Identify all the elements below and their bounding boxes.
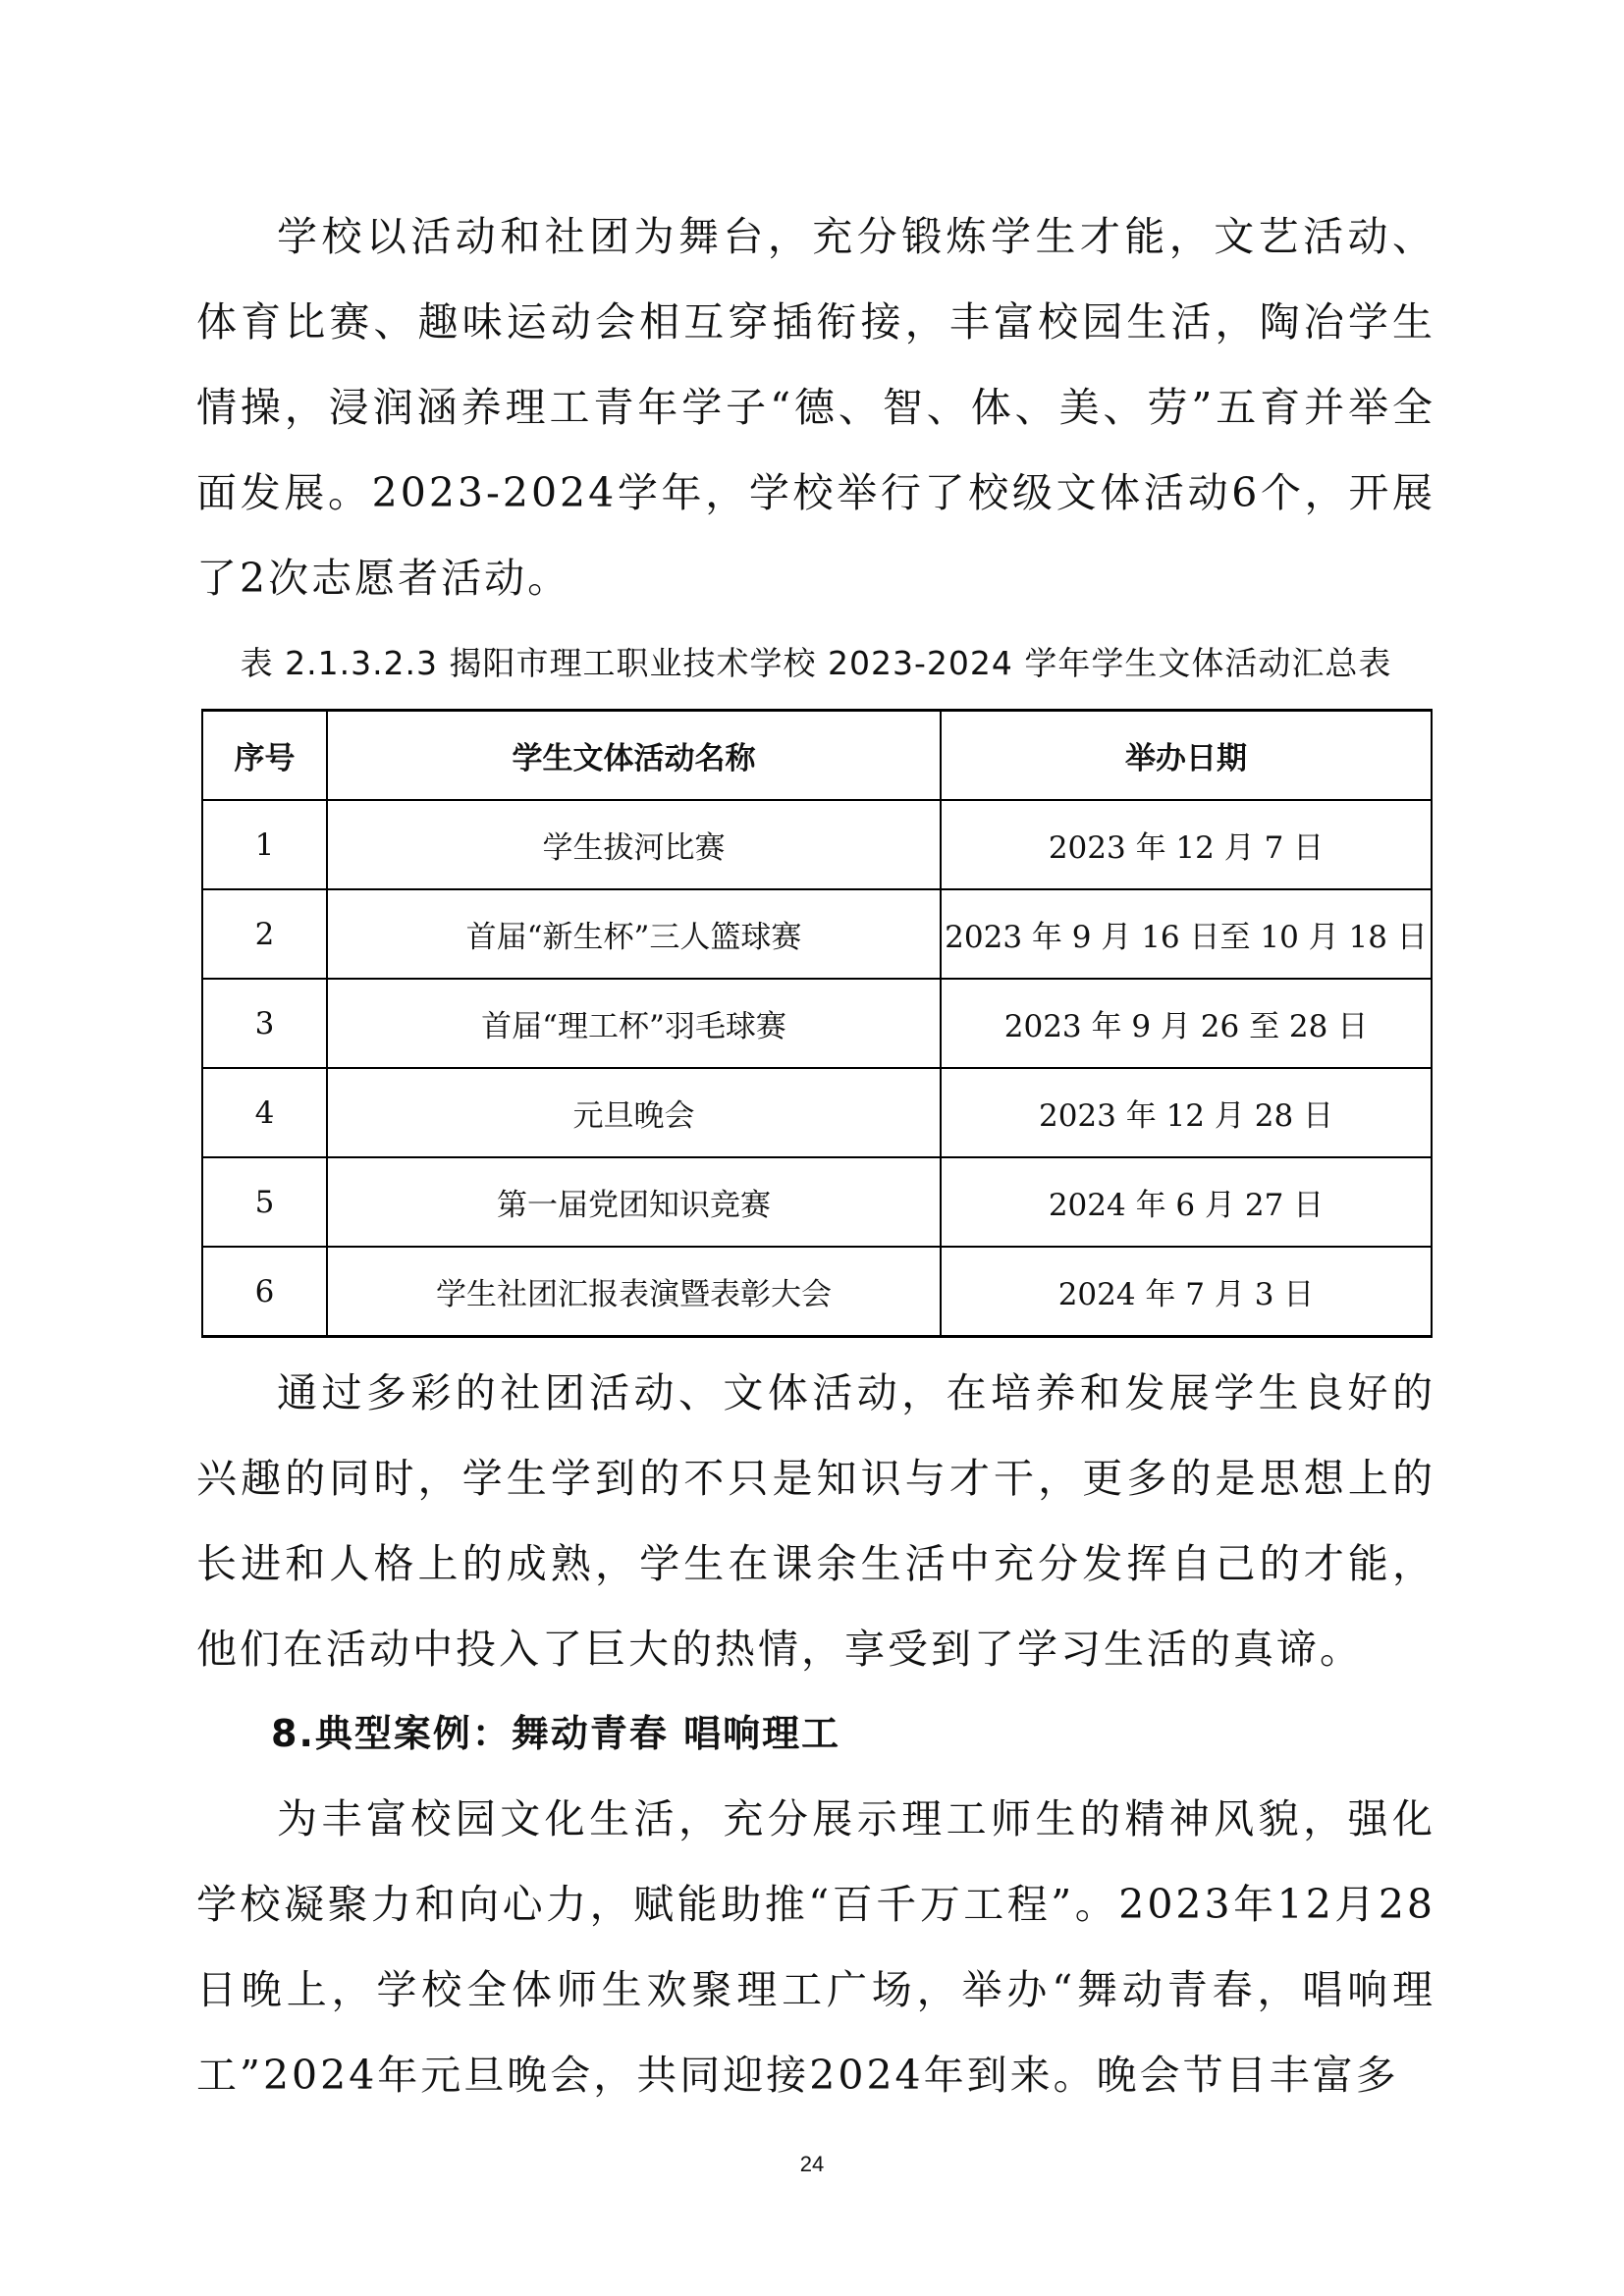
- body-paragraph-3: 为丰富校园文化生活，充分展示理工师生的精神风貌，强化学校凝聚力和向心力，赋能助推“百千万工程”。2023年12月28日晚上，学校全体师生欢聚理工广场，举办“舞动青春，唱响理工”2024年元旦晚会，共同迎接2024年到来。晚会节目丰富多: [196, 1795, 1435, 2099]
- cell-activity-name: 元旦晚会: [327, 1068, 941, 1157]
- cell-index: 3: [202, 979, 327, 1068]
- cell-activity-name: 学生拔河比赛: [327, 800, 941, 889]
- cell-activity-name: 第一届党团知识竞赛: [327, 1157, 941, 1247]
- section-heading: 8.典型案例：舞动青春 唱响理工: [271, 1712, 841, 1755]
- table-row: [202, 1068, 1432, 1157]
- table-caption: 表 2.1.3.2.3 揭阳市理工职业技术学校 2023-2024 学年学生文体活动汇总表: [240, 644, 1392, 682]
- cell-date: 2024 年 7 月 3 日: [941, 1247, 1432, 1337]
- table-row: [202, 1247, 1432, 1337]
- cell-activity-name: 首届“理工杯”羽毛球赛: [327, 979, 941, 1068]
- table-row: [202, 889, 1432, 979]
- table-header-row: [202, 711, 1432, 801]
- cell-index: 2: [202, 889, 327, 979]
- cell-date: 2024 年 6 月 27 日: [941, 1157, 1432, 1247]
- cell-index: 5: [202, 1157, 327, 1247]
- table-row: [202, 979, 1432, 1068]
- cell-index: 4: [202, 1068, 327, 1157]
- page-number: 24: [799, 2152, 825, 2176]
- cell-date: 2023 年 12 月 28 日: [941, 1068, 1432, 1157]
- cell-index: 6: [202, 1247, 327, 1337]
- activities-table: [201, 709, 1433, 1338]
- cell-date: 2023 年 12 月 7 日: [941, 800, 1432, 889]
- header-index: 序号: [202, 711, 327, 801]
- body-paragraph-1: 学校以活动和社团为舞台，充分锻炼学生才能，文艺活动、体育比赛、趣味运动会相互穿插衔接，丰富校园生活，陶冶学生情操，浸润涵养理工青年学子“德、智、体、美、劳”五育并举全面发展。2023-2024学年，学校举行了校级文体活动6个，开展了2次志愿者活动。: [196, 213, 1435, 602]
- cell-activity-name: 首届“新生杯”三人篮球赛: [327, 889, 941, 979]
- header-activity-name: 学生文体活动名称: [327, 711, 941, 801]
- cell-index: 1: [202, 800, 327, 889]
- header-date: 举办日期: [941, 711, 1432, 801]
- table-row: [202, 1157, 1432, 1247]
- cell-date: 2023 年 9 月 26 至 28 日: [941, 979, 1432, 1068]
- cell-date: 2023 年 9 月 16 日至 10 月 18 日: [941, 889, 1432, 979]
- body-paragraph-2: 通过多彩的社团活动、文体活动，在培养和发展学生良好的兴趣的同时，学生学到的不只是知识与才干，更多的是思想上的长进和人格上的成熟，学生在课余生活中充分发挥自己的才能，他们在活动中投入了巨大的热情，享受到了学习生活的真谛。: [196, 1369, 1435, 1673]
- cell-activity-name: 学生社团汇报表演暨表彰大会: [327, 1247, 941, 1337]
- table-row: [202, 800, 1432, 889]
